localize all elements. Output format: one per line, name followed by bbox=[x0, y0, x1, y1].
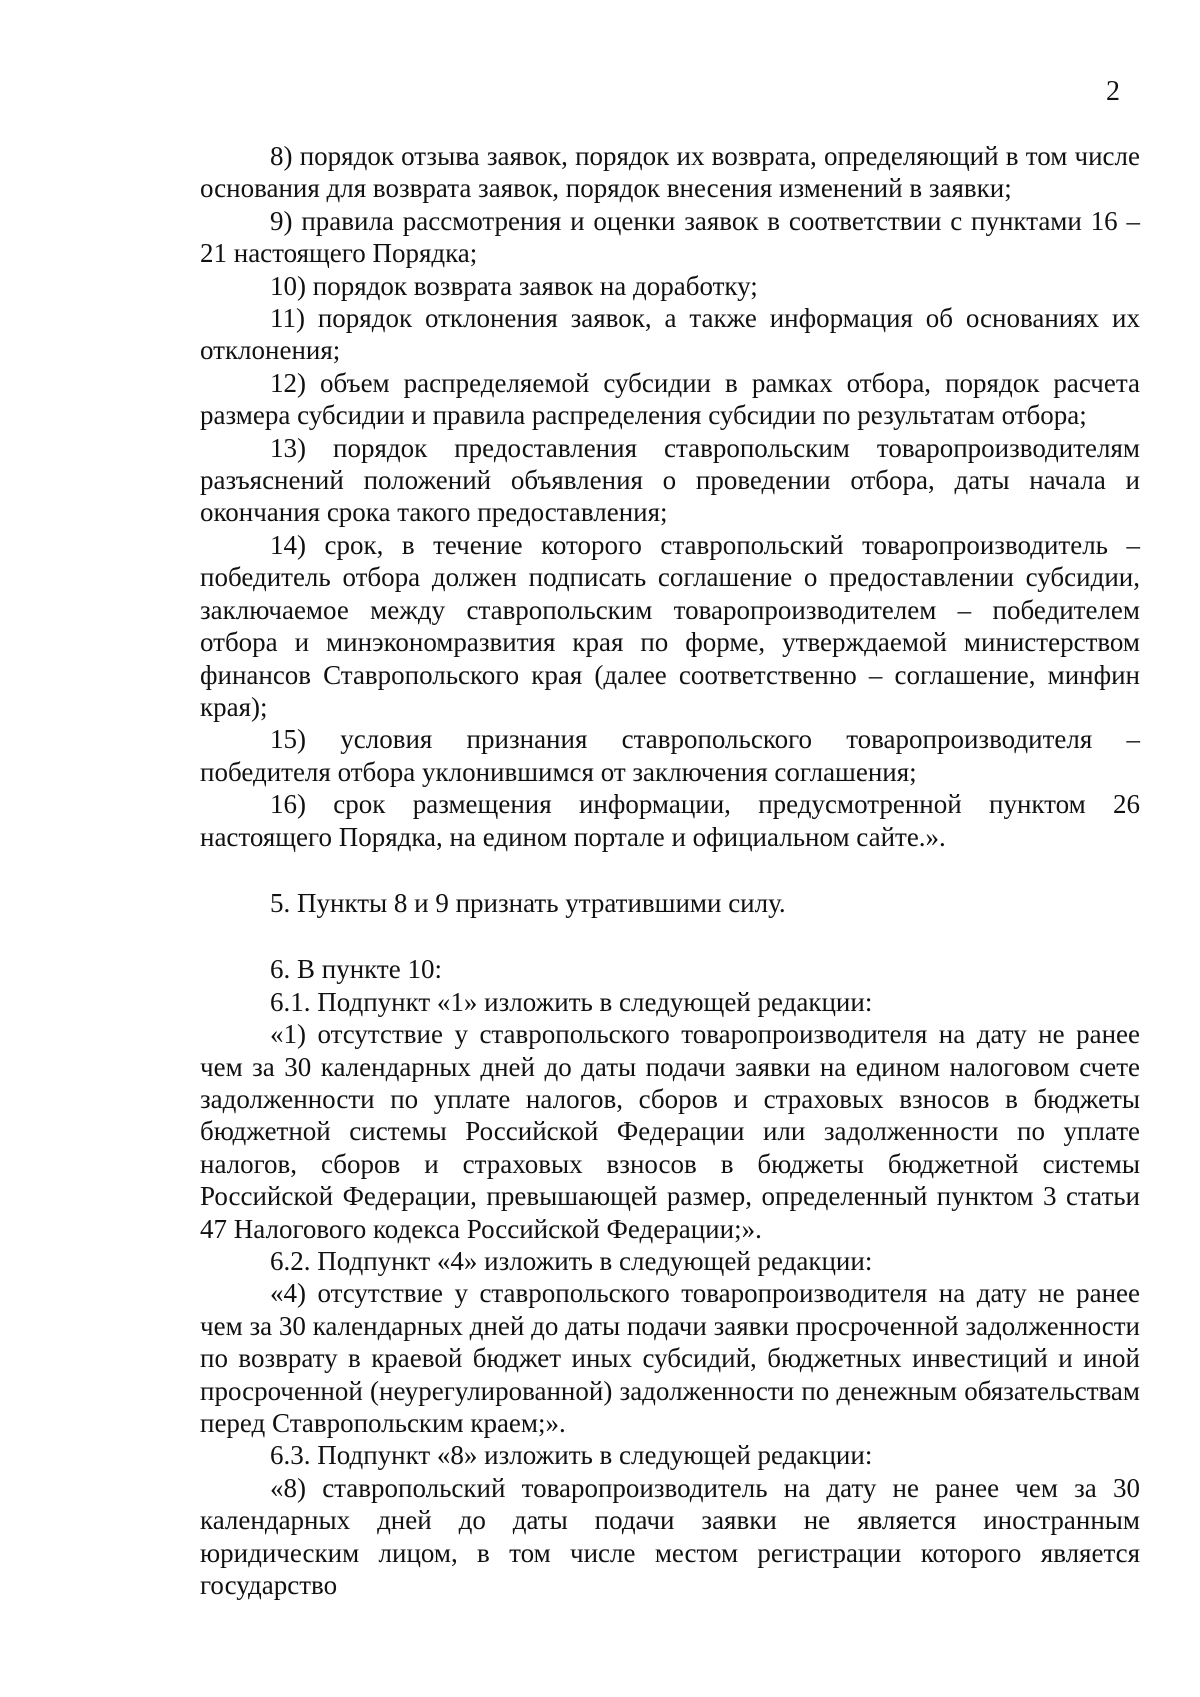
subsection-6-1-heading: 6.1. Подпункт «1» изложить в следующей редакции: bbox=[270, 986, 873, 1017]
list-item-8: 8) порядок отзыва заявок, порядок их возврата, определяющий в том числе основания для возврата заявок, порядок внесения изменений в заявки; bbox=[200, 141, 1140, 204]
document-body bbox=[200, 140, 1140, 1601]
subsection-6-2-heading: 6.2. Подпункт «4» изложить в следующей редакции: bbox=[270, 1246, 873, 1276]
subsection-6-3-text: «8) ставропольский товаропроизводитель на дату не ранее чем за 30 календарных дней до даты подачи заявки не является иностранным юридическим лицом, в том числе местом регистрации которого является государство bbox=[200, 1472, 1140, 1601]
list-item-10: 10) порядок возврата заявок на доработку; bbox=[270, 270, 758, 301]
section-5: 5. Пункты 8 и 9 признать утратившими силу. bbox=[270, 887, 786, 918]
section-6-heading: 6. В пункте 10: bbox=[270, 954, 442, 985]
subsection-6-1-text: «1) отсутствие у ставропольского товаропроизводителя на дату не ранее чем за 30 календарных дней до даты подачи заявки на едином налоговом счете задолженности по уплате налогов, сборов и страховых взносов в бюджеты бюджетной системы Российской Федерации или задолженности по уплате налогов, сборов и страховых взносов в бюджеты бюджетной системы Российской Федерации, превышающей размер, определенный пунктом 3 статьи 47 Налогового кодекса Российской Федерации;». bbox=[200, 1019, 1140, 1244]
list-item-14: 14) срок, в течение которого ставропольский товаропроизводитель – победитель отбора должен подписать соглашение о предоставлении субсидии, заключаемое между ставропольским товаропроизводителем – победителем отбора и минэкономразвития края по форме, утверждаемой министерством финансов Ставропольского края (далее соответственно – соглашение, минфин края); bbox=[200, 529, 1140, 722]
list-item-11: 11) порядок отклонения заявок, а также информация об основаниях их отклонения; bbox=[200, 303, 1140, 366]
list-item-9: 9) правила рассмотрения и оценки заявок в соответствии с пунктами 16 – 21 настоящего Порядка; bbox=[200, 205, 1140, 269]
list-item-13: 13) порядок предоставления ставропольским товаропроизводителям разъяснений положений объявления о проведении отбора, даты начала и окончания срока такого предоставления; bbox=[200, 432, 1140, 528]
list-item-15: 15) условия признания ставропольского товаропроизводителя – победителя отбора уклонившимся от заключения соглашения; bbox=[200, 724, 1140, 787]
list-item-16: 16) срок размещения информации, предусмотренной пунктом 26 настоящего Порядка, на едином портале и официальном сайте.». bbox=[200, 789, 1140, 852]
subsection-6-2-text: «4) отсутствие у ставропольского товаропроизводителя на дату не ранее чем за 30 календарных дней до даты подачи заявки просроченной задолженности по возврату в краевой бюджет иных субсидий, бюджетных инвестиций и иной просроченной (неурегулированной) задолженности по денежным обязательствам перед Ставропольским краем;». bbox=[200, 1278, 1140, 1439]
subsection-6-3-heading: 6.3. Подпункт «8» изложить в следующей редакции: bbox=[270, 1440, 873, 1471]
list-item-12: 12) объем распределяемой субсидии в рамках отбора, порядок расчета размера субсидии и правила распределения субсидии по результатам отбора; bbox=[200, 367, 1140, 431]
page-number: 2 bbox=[1106, 76, 1120, 107]
